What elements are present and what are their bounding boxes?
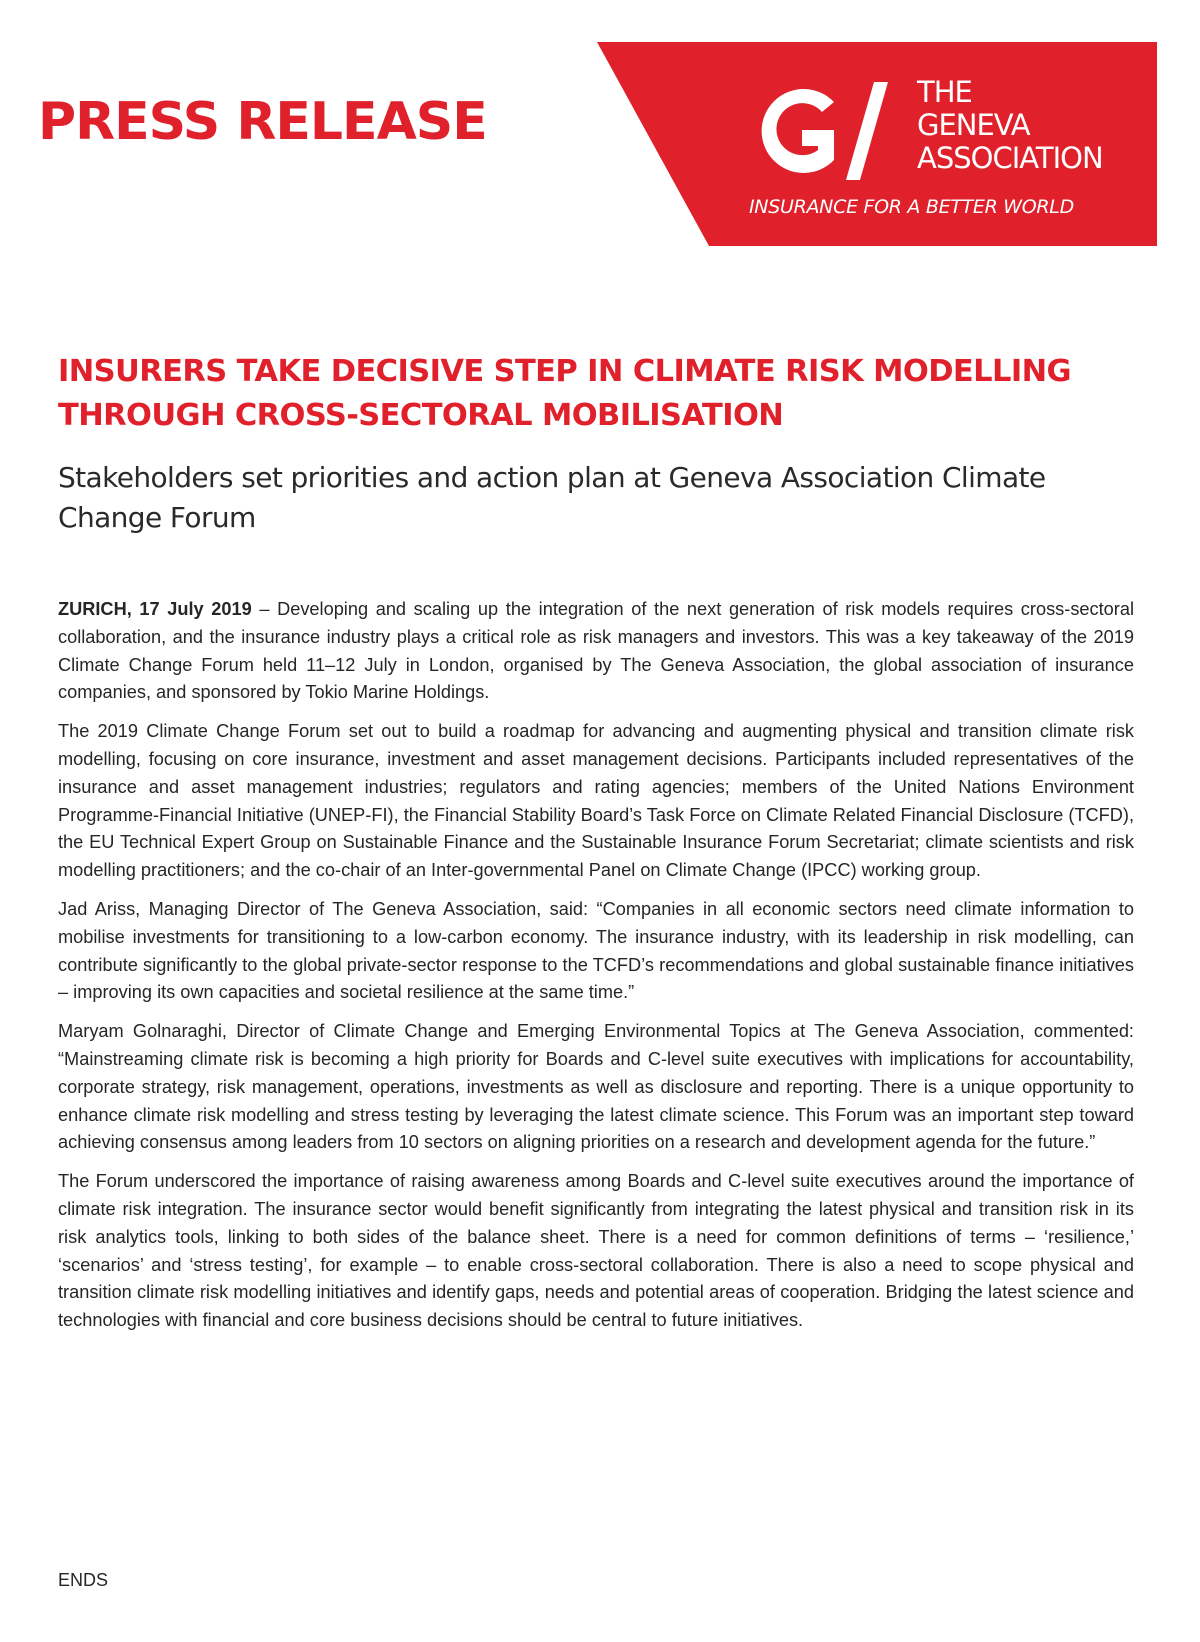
brand-name xyxy=(917,76,1103,175)
paragraph-1 xyxy=(58,596,1134,707)
paragraph-5: The Forum underscored the importance of raising awareness among Boards and C-level suite executives around the importance of climate risk integration. The insurance sector would benefit significantly from integrating the latest physical and transition risk in its risk analytics tools, linking to both sides of the balance sheet. There is a need for common definitions of terms – ‘resilience,’ ‘scenarios’ and ‘stress testing’, for example – to enable cross-sectoral collaboration. There is also a need to scope physical and transition climate risk modelling initiatives and identify gaps, needs and potential areas of cooperation. Bridging the latest science and technologies with financial and core business decisions should be central to future initiatives. xyxy=(58,1171,1134,1331)
geneva-association-logo-icon xyxy=(742,80,892,182)
geneva-association-logo-banner xyxy=(597,42,1157,246)
dateline: ZURICH, 17 July 2019 xyxy=(58,599,252,619)
headline: INSURERS TAKE DECISIVE STEP IN CLIMATE RISK MODELLING THROUGH CROSS-SECTORAL MOBILISATION xyxy=(58,354,1071,433)
ends-marker: ENDS xyxy=(58,1570,109,1590)
brand-name-line-2: GENEVA xyxy=(917,108,1030,142)
brand-tagline: INSURANCE FOR A BETTER WORLD xyxy=(749,196,1074,218)
article-body xyxy=(58,596,1134,1346)
paragraph-4: Maryam Golnaraghi, Director of Climate Change and Emerging Environmental Topics at The Geneva Association, commented: “Mainstreaming climate risk is becoming a high priority for Boards and C-level suite executives with implications for accountability, corporate strategy, risk management, operations, investments as well as disclosure and reporting. There is a unique opportunity to enhance climate risk modelling and stress testing by leveraging the latest climate science. This Forum was an important step toward achieving consensus among leaders from 10 sectors on aligning priorities on a research and development agenda for the future.” xyxy=(58,1021,1134,1153)
paragraph-1-text: – Developing and scaling up the integration of the next generation of risk models requires cross-sectoral collaboration, and the insurance industry plays a critical role as risk managers and investors. This was a key takeaway of the 2019 Climate Change Forum held 11–12 July in London, organised by The Geneva Association, the global association of insurance companies, and sponsored by Tokio Marine Holdings. xyxy=(58,599,1134,703)
paragraph-3: Jad Ariss, Managing Director of The Geneva Association, said: “Companies in all economic sectors need climate information to mobilise investments for transitioning to a low-carbon economy. The insurance industry, with its leadership in risk modelling, can contribute significantly to the global private-sector response to the TCFD’s recommendations and global sustainable finance initiatives – improving its own capacities and societal resilience at the same time.” xyxy=(58,898,1134,1003)
brand-name-line-1: THE xyxy=(917,75,972,109)
press-release-label: PRESS RELEASE xyxy=(38,92,487,152)
subheadline: Stakeholders set priorities and action plan at Geneva Association Climate Change Forum xyxy=(58,461,1046,534)
paragraph-2: The 2019 Climate Change Forum set out to build a roadmap for advancing and augmenting physical and transition climate risk modelling, focusing on core insurance, investment and asset management decisions. Participants included representatives of the insurance and asset management industries; regulators and rating agencies; members of the United Nations Environment Programme-Financial Initiative (UNEP-FI), the Financial Stability Board’s Task Force on Climate Related Financial Disclosure (TCFD), the EU Technical Expert Group on Sustainable Finance and the Sustainable Insurance Forum Secretariat; climate scientists and risk modelling practitioners; and the co-chair of an Inter-governmental Panel on Climate Change (IPCC) working group. xyxy=(58,721,1134,881)
brand-name-line-3: ASSOCIATION xyxy=(917,141,1103,175)
